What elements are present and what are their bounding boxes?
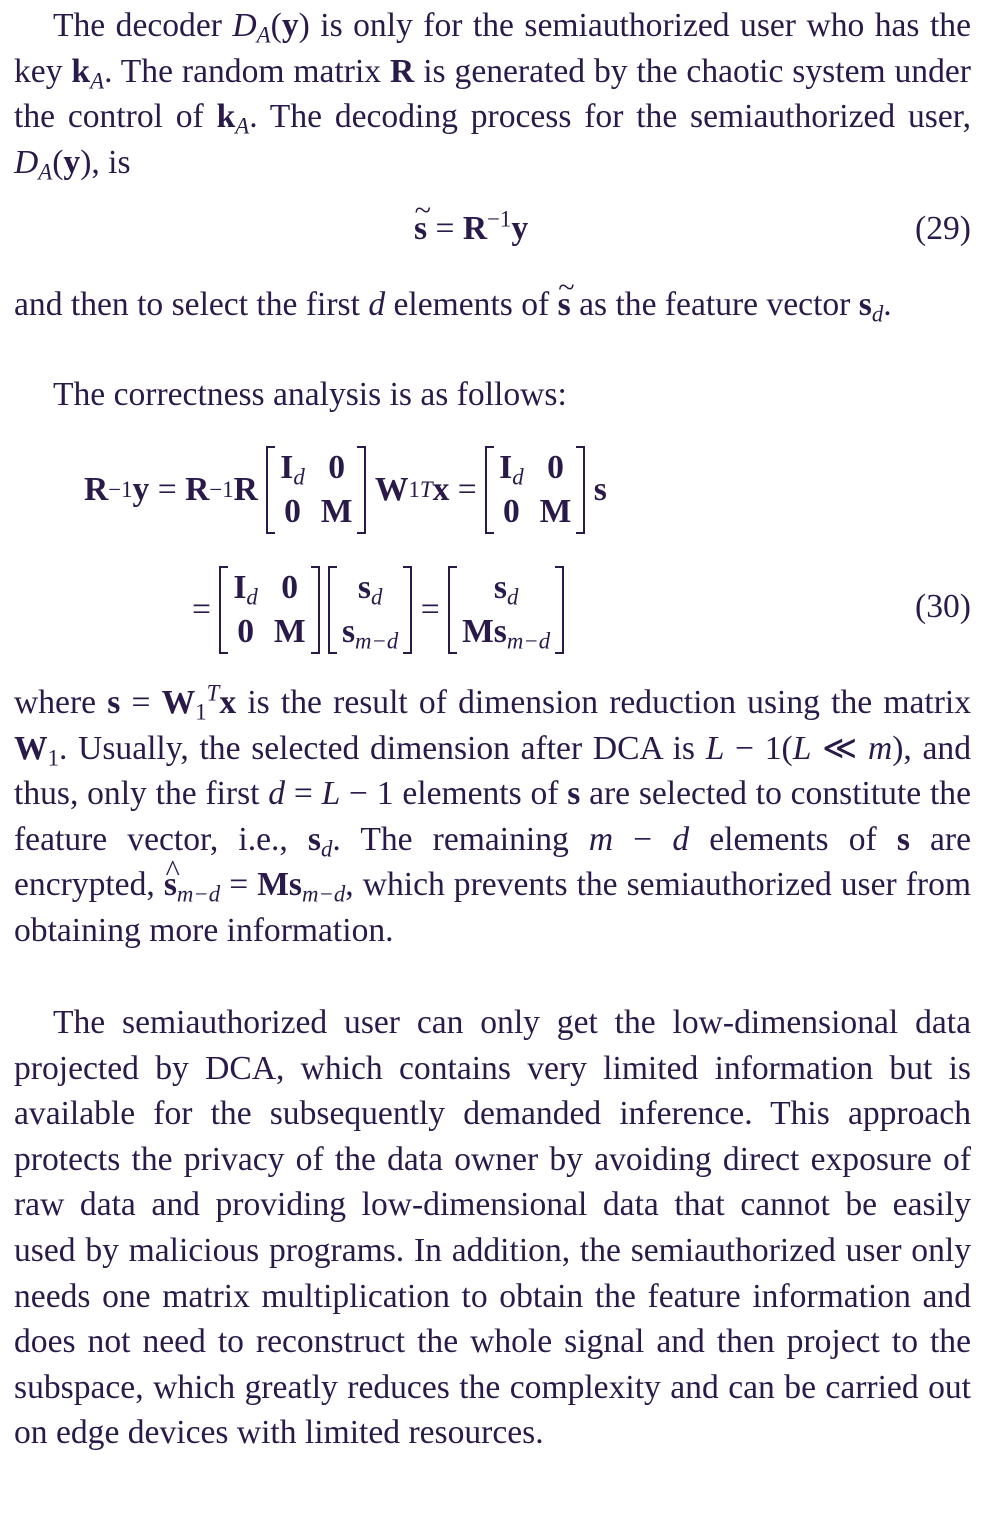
- p2-text-3: as the feature vector: [570, 286, 859, 323]
- p4-text-3: . Usually, the selected dimension after DCA is: [59, 729, 706, 767]
- block-matrix-3: $I_d$ 0 0 M: [219, 566, 319, 654]
- p5-text: The semiauthorized user can only get the low-dimensional data projected by DCA, which contains very limited information but is available for the subsequently demanded inference. This approach protects the privacy of the data owner by avoiding direct exposure of raw data and providing low-dimensional data that cannot be easily used by malicious programs. In addition, the semiauthorized user only needs one matrix multiplication to obtain the feature information and does not need to reconstruct the whole signal and then project to the subspace, which greatly reduces the complexity and can be carried out on edge devices with limited resources.: [14, 1004, 971, 1452]
- equation-30-line-2: [14, 560, 971, 660]
- p4-text-8: elements of: [689, 820, 897, 858]
- paragraph-correctness-intro: [14, 372, 971, 418]
- equation-29: [14, 206, 971, 260]
- equation-30-number: (30): [915, 588, 971, 625]
- paragraph-select-elements: and then to select the first d elements of ~ s as the feature vector $s_d$.: [14, 282, 971, 328]
- p2-text-1: and then to select the first: [14, 286, 369, 323]
- vector-encrypted-partition: $s_d$ $Ms_{m-d}$: [448, 566, 564, 654]
- p4-text-5: elements of: [393, 775, 568, 813]
- paragraph-privacy-benefits: [14, 1000, 971, 1456]
- equation-29-number: (29): [915, 210, 971, 247]
- vector-s-partition: $s_d$ $s_{m-d}$: [328, 566, 412, 654]
- math-R: R: [390, 52, 415, 90]
- block-matrix-2: $I_d$ 0 0 M: [485, 446, 585, 534]
- equation-29-body: ~ $s = R^{-1}y$: [414, 210, 528, 248]
- p1-text-6: , is: [91, 143, 131, 181]
- p4-text-9: are encrypted,: [14, 820, 971, 904]
- p4-text-10: , which prevents the semiauthorized user from obtaining more information.: [14, 866, 972, 949]
- p4-text-4: , and thus, only the first: [14, 729, 971, 813]
- p1-text-5: . The decoding process for the semiauthorized user,: [249, 98, 971, 136]
- equation-30-line-1: [14, 440, 971, 540]
- block-matrix-1: $I_d$ 0 0 M: [266, 446, 366, 534]
- p4-text-6: are selected to constitute the feature vector, i.e.,: [14, 775, 971, 858]
- p4-text-7: . The remaining: [332, 820, 589, 858]
- p4-text-2: is the result of dimension reduction using the matrix: [236, 684, 972, 721]
- eq30-line2-body: = $I_d$ 0 0 M $s_d$ $s_{m-d}$ = $s_d$ $Ms_{m-d}$: [192, 560, 564, 660]
- p1-text-3: . The random matrix: [104, 52, 391, 90]
- math-decoder: $D_A$: [232, 7, 271, 48]
- paragraph-decoder-description: The decoder $D_A(y)$ is only for the semiauthorized user who has the key $k_A$. The random matrix R is generated by the chaotic system under the control of $k_A$. The decoding process for the semiauthorized user, $D_A(y)$, is: [14, 7, 971, 185]
- p3-text: The correctness analysis is as follows:: [53, 376, 567, 413]
- p2-text-2: elements of: [385, 286, 558, 323]
- p1-text-4: is generated by the chaotic system under the control of: [14, 52, 971, 136]
- paragraph-dimension-reduction: where $s = W_1^Tx$ is the result of dimension reduction using the matrix $W_1$. Usually, the selected dimension after DCA is L − 1(L ≪ m), and thus, only the first d = L − 1 elements of s are selected to constitute the feature vector, i.e., $s_d$. The remaining m − d elements of s are encrypted, ^ $s_{m-d} = Ms_{m-d}$, which prevents the semiauthorized user from obtaining more information.: [14, 680, 971, 954]
- p1-text-1: The decoder: [53, 7, 233, 44]
- p1-text-2: is only for the semiauthorized user who has the key: [14, 7, 971, 90]
- math-key: k: [71, 52, 91, 90]
- p4-text-1: where: [14, 684, 108, 721]
- eq30-line1-body: R −1 y = R −1 R $I_d$ 0 0 M W 1 T x = $I_d$ 0 0 M s: [84, 440, 607, 540]
